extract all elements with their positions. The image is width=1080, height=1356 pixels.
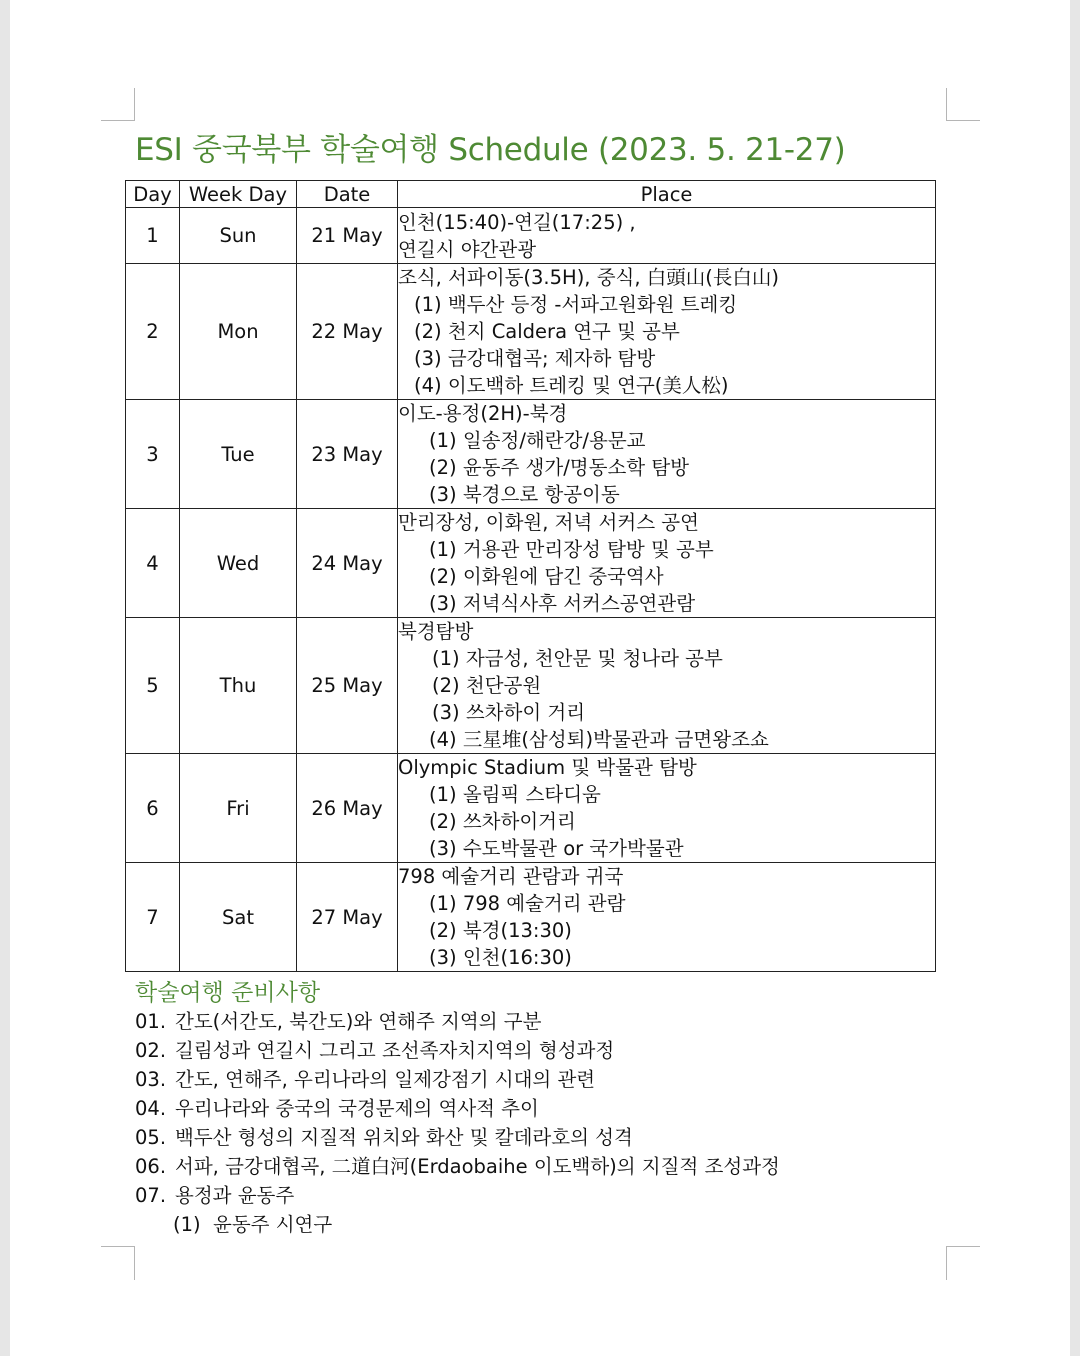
page-left-margin [0, 0, 10, 1356]
header-date: Date [297, 181, 398, 208]
place-line: 인천(15:40)-연길(17:25) , [398, 210, 636, 234]
list-item [135, 1094, 780, 1123]
header-week-day: Week Day [180, 181, 297, 208]
crop-mark-bottom-left [101, 1246, 134, 1247]
item-text: 윤동주 시연구 [213, 1213, 333, 1236]
day-cell: 4 [126, 509, 180, 618]
crop-mark-bottom-right [946, 1246, 947, 1280]
weekday-cell: Thu [180, 618, 297, 754]
list-item [135, 1007, 780, 1036]
page-right-margin [1070, 0, 1080, 1356]
list-item [135, 1152, 780, 1181]
place-cell [398, 400, 936, 509]
place-subitem: (2) 이화원에 담긴 중국역사 [429, 565, 664, 588]
place-subitem: (4) 三星堆(삼성퇴)박물관과 금면왕조쇼 [429, 728, 769, 751]
table-row [126, 618, 936, 754]
item-number: 06. [135, 1155, 167, 1178]
place-cell [398, 863, 936, 972]
item-text: 우리나라와 중국의 국경문제의 역사적 추이 [175, 1097, 539, 1120]
item-number: 01. [135, 1010, 167, 1033]
document-title: ESI 중국북부 학술여행 Schedule (2023. 5. 21-27) [135, 132, 846, 168]
place-subitem: (1) 거용관 만리장성 탐방 및 공부 [429, 538, 714, 561]
item-text: 서파, 금강대협곡, 二道白河(Erdaobaihe 이도백하)의 지질적 조성과정 [175, 1155, 780, 1178]
day-cell: 2 [126, 264, 180, 400]
place-line: 798 예술거리 관람과 귀국 [398, 865, 624, 888]
header-place: Place [398, 181, 936, 208]
day-cell: 3 [126, 400, 180, 509]
place-line: 북경탐방 [398, 620, 474, 643]
item-text: 간도, 연해주, 우리나라의 일제강점기 시대의 관련 [175, 1068, 596, 1091]
date-cell: 21 May [297, 208, 398, 264]
list-item [135, 1036, 780, 1065]
date-cell: 25 May [297, 618, 398, 754]
table-row [126, 863, 936, 972]
table-row [126, 264, 936, 400]
weekday-cell: Sat [180, 863, 297, 972]
table-header-row [126, 181, 936, 208]
weekday-cell: Tue [180, 400, 297, 509]
date-cell: 27 May [297, 863, 398, 972]
place-subitem: (1) 백두산 등정 -서파고원화원 트레킹 [414, 293, 738, 316]
place-subitem: (3) 저녁식사후 서커스공연관람 [429, 592, 696, 615]
item-number: (1) [173, 1213, 201, 1236]
item-number: 05. [135, 1126, 167, 1149]
place-subitem: (2) 북경(13:30) [429, 919, 572, 942]
crop-mark-top-left [134, 88, 135, 121]
place-subitem: (3) 북경으로 항공이동 [429, 483, 620, 506]
place-cell [398, 754, 936, 863]
weekday-cell: Fri [180, 754, 297, 863]
place-cell [398, 208, 936, 264]
item-text: 길림성과 연길시 그리고 조선족자치지역의 형성과정 [175, 1039, 615, 1062]
item-number: 04. [135, 1097, 167, 1120]
list-item [135, 1181, 780, 1210]
item-number: 02. [135, 1039, 167, 1062]
place-subitem: (3) 인천(16:30) [429, 946, 572, 969]
crop-mark-top-right [946, 88, 947, 121]
date-cell: 26 May [297, 754, 398, 863]
date-cell: 24 May [297, 509, 398, 618]
place-subitem: (3) 수도박물관 or 국가박물관 [429, 837, 684, 860]
date-cell: 22 May [297, 264, 398, 400]
header-day: Day [126, 181, 180, 208]
day-cell: 1 [126, 208, 180, 264]
place-cell [398, 618, 936, 754]
weekday-cell: Mon [180, 264, 297, 400]
place-line: Olympic Stadium 및 박물관 탐방 [398, 756, 697, 779]
schedule-table [125, 180, 936, 972]
item-number: 03. [135, 1068, 167, 1091]
preparation-heading: 학술여행 준비사항 [135, 980, 321, 1006]
date-cell: 23 May [297, 400, 398, 509]
place-subitem: (4) 이도백하 트레킹 및 연구(美人松) [414, 374, 729, 397]
place-subitem: (2) 천단공원 [432, 674, 542, 697]
place-cell [398, 509, 936, 618]
table-row [126, 754, 936, 863]
crop-mark-top-right [946, 120, 980, 121]
item-text: 백두산 형성의 지질적 위치와 화산 및 칼데라호의 성격 [175, 1126, 633, 1149]
item-text: 용정과 윤동주 [175, 1184, 295, 1207]
day-cell: 5 [126, 618, 180, 754]
place-line: 이도-용정(2H)-북경 [398, 402, 568, 425]
place-line: 만리장성, 이화원, 저녁 서커스 공연 [398, 511, 699, 534]
table-row [126, 208, 936, 264]
item-number: 07. [135, 1184, 167, 1207]
crop-mark-bottom-right [946, 1246, 980, 1247]
list-item [135, 1065, 780, 1094]
crop-mark-top-left [101, 120, 134, 121]
preparation-list [135, 1007, 780, 1239]
table-row [126, 509, 936, 618]
day-cell: 6 [126, 754, 180, 863]
list-item [135, 1123, 780, 1152]
place-subitem: (2) 윤동주 생가/명동소학 탐방 [429, 456, 689, 479]
weekday-cell: Sun [180, 208, 297, 264]
weekday-cell: Wed [180, 509, 297, 618]
place-line: 조식, 서파이동(3.5H), 중식, 白頭山(長白山) [398, 266, 779, 289]
place-subitem: (3) 금강대협곡; 제자하 탐방 [414, 347, 656, 370]
place-cell [398, 264, 936, 400]
day-cell: 7 [126, 863, 180, 972]
place-subitem: (2) 천지 Caldera 연구 및 공부 [414, 320, 680, 343]
place-line: 연길시 야간관광 [398, 237, 537, 261]
place-subitem: (2) 쓰차하이거리 [429, 810, 576, 833]
place-subitem: (1) 일송정/해란강/용문교 [429, 429, 646, 452]
list-subitem [135, 1210, 780, 1239]
place-subitem: (1) 올림픽 스타디움 [429, 783, 601, 806]
place-subitem: (1) 자금성, 천안문 및 청나라 공부 [432, 647, 723, 670]
place-subitem: (1) 798 예술거리 관람 [429, 892, 626, 915]
table-row [126, 400, 936, 509]
place-subitem: (3) 쓰차하이 거리 [432, 701, 586, 724]
crop-mark-bottom-left [134, 1246, 135, 1280]
item-text: 간도(서간도, 북간도)와 연해주 지역의 구분 [175, 1010, 542, 1033]
